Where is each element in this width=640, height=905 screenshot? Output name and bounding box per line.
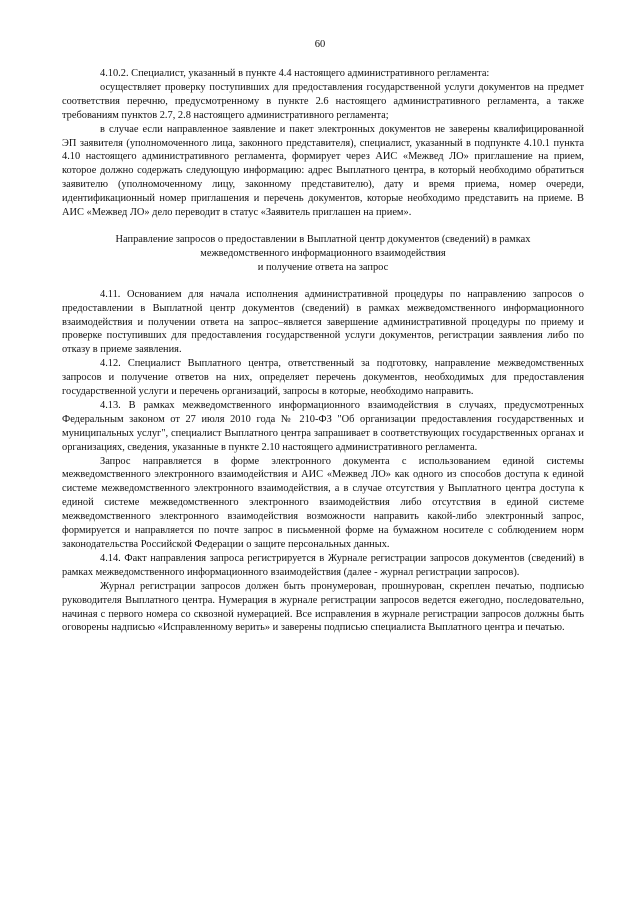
paragraph-4-12: 4.12. Специалист Выплатного центра, ответственный за подготовку, направление межведомственных запросов и получение ответов на них, определяет перечень документов, необходимых для предоставления государственной услуги и перечень организаций, запросы в которые, необходимо направить.: [62, 358, 584, 398]
page-number: 60: [314, 39, 326, 50]
section-heading: [62, 233, 584, 275]
paragraph-4-13: 4.13. В рамках межведомственного информационного взаимодействия в случаях, предусмотренных Федеральным законом от 27 июля 2010 года № 210-ФЗ "Об организации предоставления государственных и муниципальных услуг", специалист Выплатного центра запрашивает в соответствующих государственных органах и организациях, сведения, указанные в пункте 2.10 настоящего административного регламента.: [62, 399, 584, 453]
paragraph-4-11: 4.11. Основанием для начала исполнения административной процедуры по направлению запросов о предоставлении в Выплатной центр документов (сведений) в рамках межведомственного информационного взаимодействия и получении ответа на запрос–является завершение административной процедуры по приему и проверке поступивших для предоставления государственной услуги документов, регистрации заявления либо по отказу в приеме заявления.: [62, 288, 584, 356]
section-heading-line-2: межведомственного информационного взаимодействия: [200, 247, 446, 259]
section-heading-line-3: и получение ответа на запрос: [257, 261, 389, 273]
paragraph-4-10-2-check: осуществляет проверку поступивших для предоставления государственной услуги документов на предмет соответствия перечню, предусмотренному в пункте 2.6 настоящего административного регламента, а также требованиям пунктов 2.7, 2.8 настоящего административного регламента;: [62, 81, 584, 121]
paragraph-4-14-journal: Журнал регистрации запросов должен быть пронумерован, прошнурован, скреплен печатью, подписью руководителя Выплатного центра. Нумерация в журнале регистрации запросов ведется ежегодно, последовательно, начиная с первого номера со сквозной нумерацией. Все исправления в журнале регистрации запросов должны быть оговорены надписью «Исправленному верить» и заверены подписью специалиста Выплатного центра и печатью.: [62, 580, 584, 634]
paragraph-4-13-request-form: Запрос направляется в форме электронного документа с использованием единой системы межведомственного электронного взаимодействия и АИС «Межвед ЛО» как одного из способов доступа к единой системе межведомственного электронного взаимодействия, а в случае отсутствия у Выплатного центра доступа к единой системе межведомственного электронного взаимодействия либо отсутствия в единой системе межведомственного электронного взаимодействия возможности направить какой-либо электронный запрос, формируется и направляется по почте запрос в письменной форме на бумажном носителе с соблюдением норм законодательства Российской Федерации о защите персональных данных.: [62, 455, 584, 550]
section-heading-line-1: Направление запросов о предоставлении в Выплатной центр документов (сведений) в рамках: [115, 233, 531, 245]
paragraph-4-10-2-invitation: в случае если направленное заявление и пакет электронных документов не заверены квалифицированной ЭП заявителя (уполномоченного лица, законного представителя), специалист, указанный в подпункте 4.10.1 пункта 4.10 настоящего административного регламента, формирует через АИС «Межвед ЛО» приглашение на прием, которое должно содержать следующую информацию: адрес Выплатного центра, в который необходимо обратиться заявителю (уполномоченному лицу, законному представителю), дату и время приема, номер очереди, идентификационный номер приглашения и перечень документов, которые необходимо представить на приеме. В АИС «Межвед ЛО» дело переводит в статус «Заявитель приглашен на прием».: [62, 123, 584, 219]
paragraph-4-10-2-title: 4.10.2. Специалист, указанный в пункте 4.4 настоящего административного регламента:: [100, 68, 490, 79]
paragraph-4-14: 4.14. Факт направления запроса регистрируется в Журнале регистрации запросов документов (сведений) в рамках межведомственного информационного взаимодействия (далее - журнал регистрации запросов).: [62, 552, 584, 578]
document-body: [62, 67, 584, 635]
